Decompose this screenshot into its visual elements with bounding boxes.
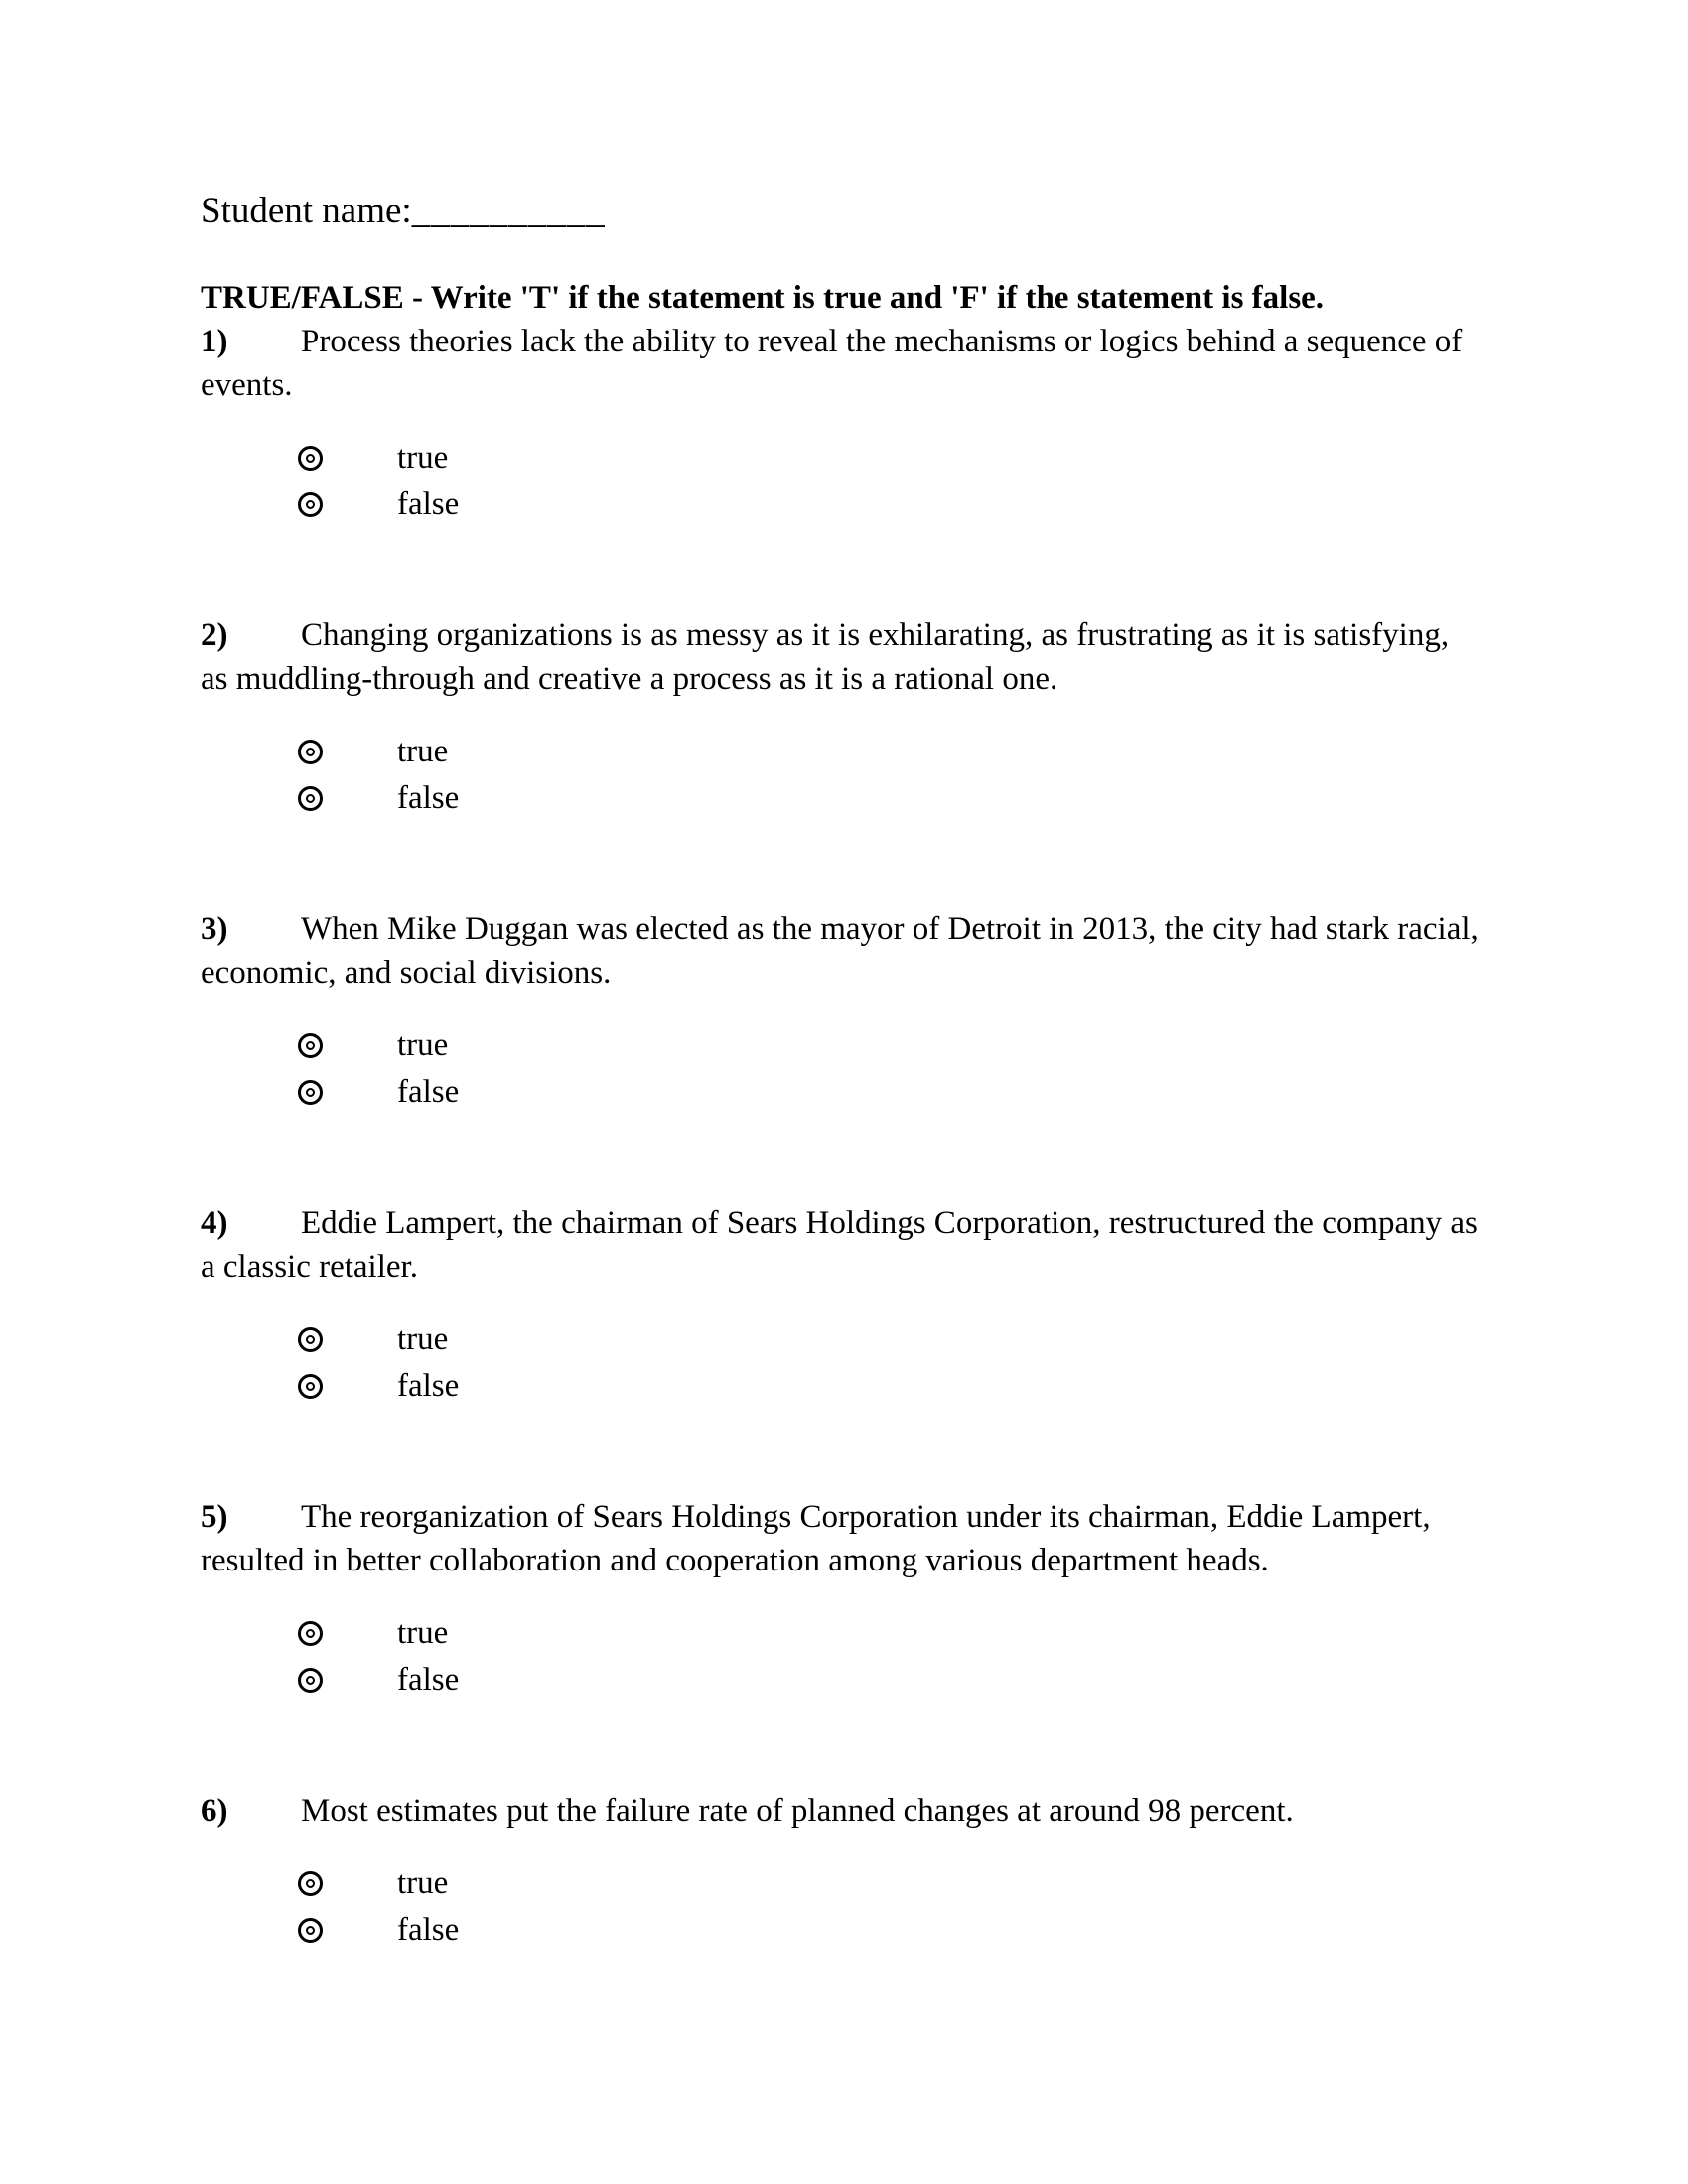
radio-dot-icon — [306, 1926, 315, 1935]
option-true-row — [201, 435, 1481, 481]
false-radio[interactable] — [298, 1918, 323, 1943]
page-content — [201, 189, 1481, 1954]
question-number: 6) — [201, 1793, 228, 1829]
option-true-row — [201, 1610, 1481, 1657]
student-name-label: Student name: — [201, 191, 412, 231]
question-1 — [201, 320, 1481, 528]
question-statement — [201, 1789, 1481, 1833]
question-text: Eddie Lampert, the chairman of Sears Holdings Corporation, restructured the company as a classic retailer. — [201, 1205, 1477, 1285]
radio-dot-icon — [306, 794, 315, 803]
option-true-label: true — [397, 1615, 449, 1651]
student-name-blank[interactable]: __________ — [411, 191, 606, 231]
question-statement — [201, 614, 1481, 701]
question-3 — [201, 907, 1481, 1116]
option-false-row — [201, 1363, 1481, 1410]
radio-dot-icon — [306, 500, 315, 509]
true-radio[interactable] — [298, 740, 323, 764]
radio-dot-icon — [306, 1676, 315, 1685]
option-false-label: false — [397, 1662, 460, 1698]
false-radio[interactable] — [298, 1668, 323, 1693]
option-false-label: false — [397, 780, 460, 816]
option-false-label: false — [397, 1074, 460, 1110]
question-2 — [201, 614, 1481, 822]
radio-dot-icon — [306, 1629, 315, 1638]
question-5 — [201, 1495, 1481, 1704]
question-text: Process theories lack the ability to reveal the mechanisms or logics behind a sequence of events. — [201, 324, 1463, 403]
answer-options — [201, 1860, 1481, 1954]
option-true-label: true — [397, 734, 449, 769]
question-text: Most estimates put the failure rate of planned changes at around 98 percent. — [301, 1793, 1294, 1829]
question-text: When Mike Duggan was elected as the mayor of Detroit in 2013, the city had stark racial, economic, and social divisions. — [201, 911, 1478, 991]
question-number: 2) — [201, 617, 228, 653]
option-true-label: true — [397, 1027, 449, 1063]
question-number: 3) — [201, 911, 228, 947]
question-statement — [201, 1201, 1481, 1289]
option-false-label: false — [397, 486, 460, 522]
option-true-label: true — [397, 1865, 449, 1901]
option-true-label: true — [397, 440, 449, 476]
radio-dot-icon — [306, 1088, 315, 1097]
question-4 — [201, 1201, 1481, 1410]
true-radio[interactable] — [298, 1327, 323, 1352]
true-radio[interactable] — [298, 1621, 323, 1646]
question-6 — [201, 1789, 1481, 1954]
false-radio[interactable] — [298, 1080, 323, 1105]
true-radio[interactable] — [298, 1033, 323, 1058]
radio-dot-icon — [306, 454, 315, 463]
question-number: 1) — [201, 324, 228, 359]
option-true-label: true — [397, 1321, 449, 1357]
section-header: TRUE/FALSE - Write 'T' if the statement is true and 'F' if the statement is false. — [201, 280, 1325, 316]
question-statement — [201, 320, 1481, 407]
option-true-row — [201, 1023, 1481, 1069]
radio-dot-icon — [306, 748, 315, 756]
answer-options — [201, 729, 1481, 822]
question-text: The reorganization of Sears Holdings Corporation under its chairman, Eddie Lampert, resulted in better collaboration and cooperation among various department heads. — [201, 1499, 1431, 1578]
radio-dot-icon — [306, 1335, 315, 1344]
question-text: Changing organizations is as messy as it is exhilarating, as frustrating as it is satisfying, as muddling-through and creative a process as it is a rational one. — [201, 617, 1450, 697]
radio-dot-icon — [306, 1041, 315, 1050]
answer-options — [201, 435, 1481, 528]
option-false-row — [201, 775, 1481, 822]
option-false-label: false — [397, 1912, 460, 1948]
answer-options — [201, 1316, 1481, 1410]
option-false-row — [201, 1657, 1481, 1704]
answer-options — [201, 1610, 1481, 1704]
answer-options — [201, 1023, 1481, 1116]
radio-dot-icon — [306, 1879, 315, 1888]
option-true-row — [201, 1860, 1481, 1907]
option-false-row — [201, 1069, 1481, 1116]
false-radio[interactable] — [298, 1374, 323, 1399]
question-number: 4) — [201, 1205, 228, 1241]
student-name-line — [201, 189, 1481, 233]
question-statement — [201, 907, 1481, 995]
true-radio[interactable] — [298, 1871, 323, 1896]
option-false-row — [201, 1907, 1481, 1954]
question-number: 5) — [201, 1499, 228, 1535]
false-radio[interactable] — [298, 786, 323, 811]
true-radio[interactable] — [298, 446, 323, 471]
false-radio[interactable] — [298, 492, 323, 517]
question-statement — [201, 1495, 1481, 1582]
option-true-row — [201, 729, 1481, 775]
option-true-row — [201, 1316, 1481, 1363]
radio-dot-icon — [306, 1382, 315, 1391]
option-false-label: false — [397, 1368, 460, 1404]
option-false-row — [201, 481, 1481, 528]
